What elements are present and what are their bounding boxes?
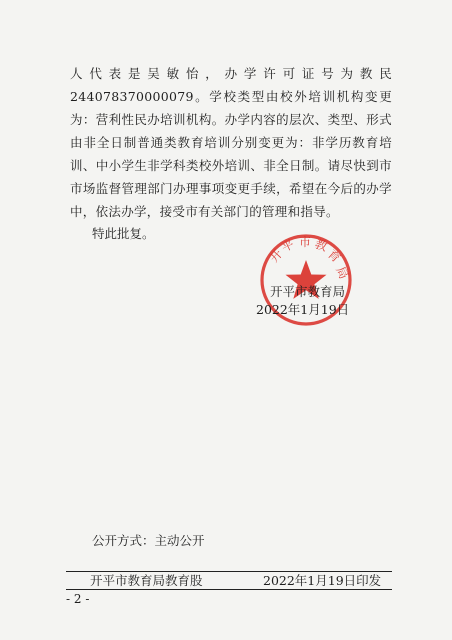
svg-text:教: 教 (312, 236, 330, 254)
svg-text:局: 局 (333, 264, 352, 282)
reply-paragraph: 人代表是吴敏怡，办学许可证号为教民244078370000079。学校类型由校外培训机构变更为：营利性民办培训机构。办学内容的层次、类型、形式由非全日制普通类教育培训分别变更为：非学历教育培训、中小学生非学科类校外培训、非全日制。请尽快到市市场监督管理部门办理事项变更手续，希望在今后的办学中，依法办学，接受市有关部门的管理和指导。 (70, 66, 392, 219)
svg-text:平: 平 (279, 236, 297, 255)
svg-text:开: 开 (266, 246, 286, 266)
footer-print-date: 2022年1月19日印发 (263, 573, 382, 588)
svg-text:市: 市 (299, 235, 312, 249)
page-number: - 2 - (66, 592, 90, 606)
closing-line: 特此批复。 (92, 226, 155, 241)
svg-text:育: 育 (324, 246, 344, 266)
reply-body (70, 62, 392, 223)
disclosure-method: 公开方式：主动公开 (92, 533, 205, 548)
footer-bottom-rule (66, 589, 392, 590)
signature-organization: 开平市教育局 (270, 284, 346, 299)
signature-date: 2022年1月19日 (256, 302, 350, 317)
footer-issuing-office: 开平市教育局教育股 (90, 573, 203, 588)
